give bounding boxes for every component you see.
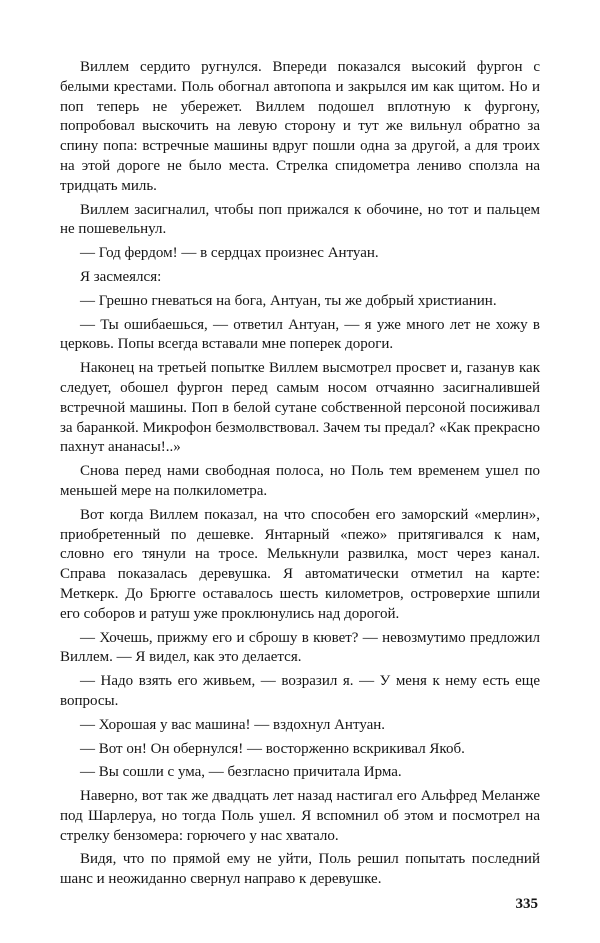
paragraph-2: Виллем засигналил, чтобы поп прижался к обочине, но тот и пальцем не пошевельнул. (60, 201, 540, 238)
paragraph-6: — Ты ошибаешься, — ответил Антуан, — я уже много лет не хожу в церковь. Попы всегда вставали мне поперек дороги. (60, 316, 540, 353)
paragraph-15: Наверно, вот так же двадцать лет назад настигал его Альфред Меланже под Шарлеруа, но тогда Поль ушел. Я вспомнил об этом и посмотрел на стрелку бензомера: горючего у нас хватало. (60, 788, 540, 844)
paragraph-12: — Хорошая у вас машина! — вздохнул Антуан. (80, 716, 386, 733)
paragraph-1: Виллем сердито ругнулся. Впереди показался высокий фургон с белыми крестами. Поль обогнал автопопа и закрылся им как щитом. Но и поп теперь не убережет. Виллем подошел вплотную к фургону, попробовал выскочить на левую сторону и тут же вильнул обратно за спину попа: встречные машины вдруг пошли одна за другой, а для троих на этой дороге не было места. Стрелка спидометра лениво сползла на тридцать миль. (60, 59, 540, 194)
paragraph-7: Наконец на третьей попытке Виллем высмотрел просвет и, газанув как следует, обошел фургон перед самым носом отчаянно засигналившей встречной машины. Поп в белой сутане собственной персоной посиживал за баранкой. Микрофон безмолвствовал. Зачем ты предал? «Как прекрасно пахнут ананасы!..» (60, 360, 540, 456)
paragraph-10: — Хочешь, прижму его и сброшу в кювет? — невозмутимо предложил Виллем. — Я видел, как это делается. (60, 629, 540, 666)
paragraph-8: Снова перед нами свободная полоса, но Поль тем временем ушел по меньшей мере на полкилометра. (60, 463, 540, 499)
paragraph-5: — Грешно гневаться на бога, Антуан, ты же добрый христианин. (80, 292, 497, 309)
paragraph-3: — Год фердом! — в сердцах произнес Антуан. (80, 245, 379, 262)
paragraph-4: Я засмеялся: (80, 268, 162, 285)
page-text (60, 58, 540, 894)
paragraph-16: Видя, что по прямой ему не уйти, Поль решил попытать последний шанс и неожиданно свернул направо к деревушке. (60, 851, 540, 888)
paragraph-9: Вот когда Виллем показал, на что способен его заморский «мерлин», приобретенный по дешевке. Янтарный «пежо» притягивался к нам, словно его тянули на тросе. Мелькнули развилка, мост через канал. Справа показалась деревушка. Я автоматически отметил на карте: Меткерк. До Брюгге оставалось шесть километров, островерхие шпили его соборов и ратуш уже проклюнулись над дорогой. (60, 506, 540, 622)
paragraph-14: — Вы сошли с ума, — безгласно причитала Ирма. (80, 764, 402, 781)
paragraph-13: — Вот он! Он обернулся! — восторженно вскрикивал Якоб. (80, 740, 465, 757)
paragraph-11: — Надо взять его живьем, — возразил я. — У меня к нему есть еще вопросы. (60, 673, 540, 709)
page-number: 335 (515, 896, 538, 912)
